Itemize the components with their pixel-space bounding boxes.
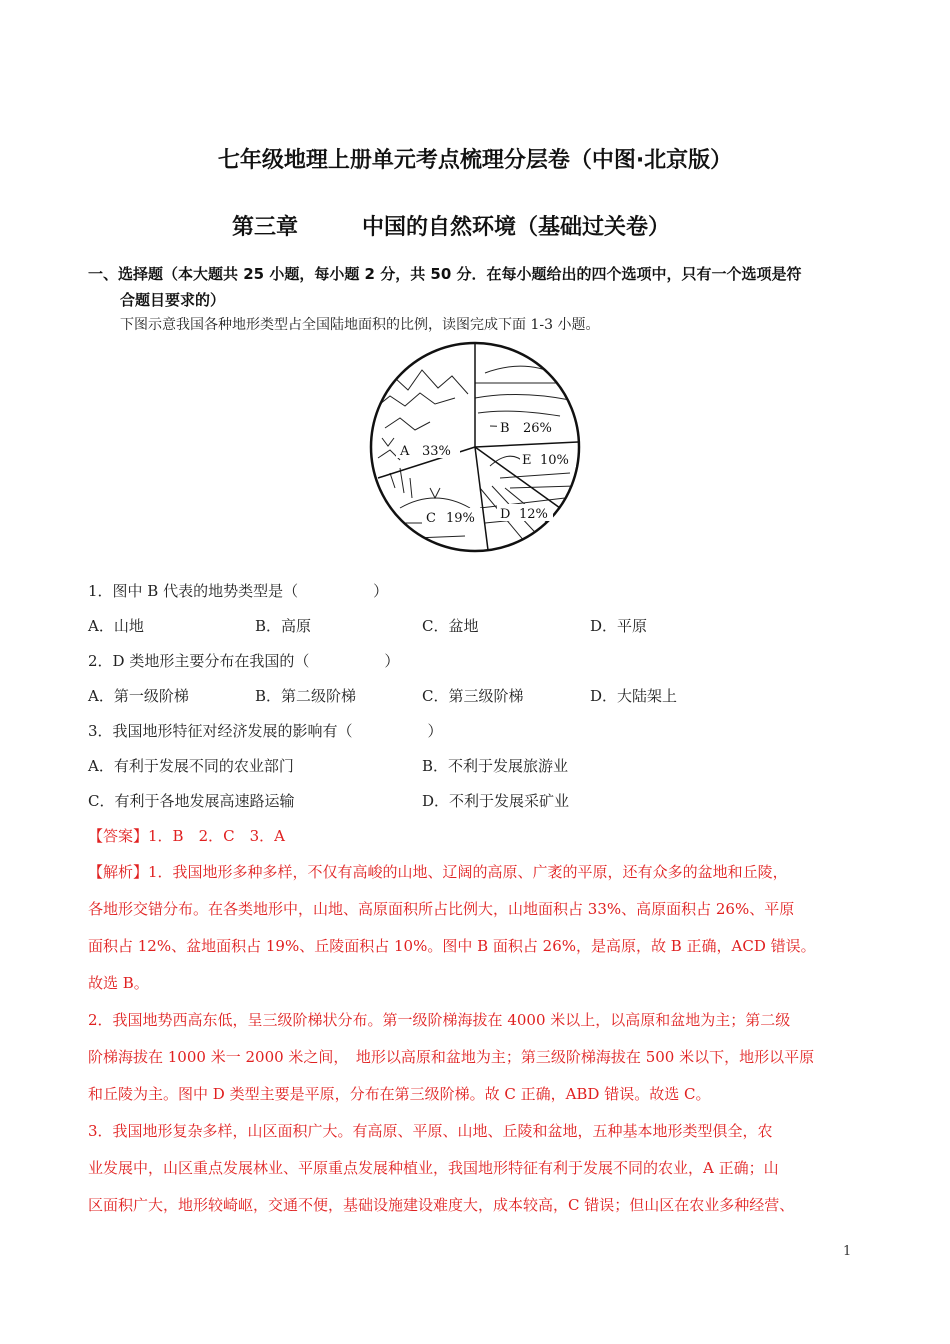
analysis-line-10: 区面积广大，地形较崎岖，交通不便，基础设施建设难度大，成本较高，C 错误；但山区在农业多种经营、 [88, 1196, 795, 1214]
analysis-line-6: 阶梯海拔在 1000 米一 2000 米之间， 地形以高原和盆地为主；第三级阶梯海拔在 500 米以下，地形以平原 [88, 1048, 815, 1066]
analysis-text-1: 1．我国地形多种多样，不仅有高峻的山地、辽阔的高原、广袤的平原，还有众多的盆地和丘陵， [148, 863, 788, 881]
question-3-stem: 3．我国地形特征对经济发展的影响有（ ） [88, 722, 443, 740]
analysis-line-1 [88, 861, 788, 882]
question-1-option-c: C．盆地 [422, 617, 479, 635]
analysis-line-2: 各地形交错分布。在各类地形中，山地、高原面积所占比例大，山地面积占 33%、高原面积占 26%、平原 [88, 900, 795, 918]
slice-d-percent: 12% [519, 507, 548, 522]
question-3-option-a: A．有利于发展不同的农业部门 [88, 757, 294, 775]
section-heading-line1: 一、选择题（本大题共 25 小题，每小题 2 分，共 50 分．在每小题给出的四个选项中，只有一个选项是符 [88, 265, 802, 283]
slice-e-percent: 10% [540, 453, 569, 468]
analysis-line-8: 3．我国地形复杂多样，山区面积广大。有高原、平原、山地、丘陵和盆地，五种基本地形类型俱全，农 [88, 1122, 773, 1140]
slice-c-letter: C [426, 511, 436, 526]
question-1-stem: 1．图中 B 代表的地势类型是（ ） [88, 582, 389, 600]
analysis-line-3: 面积占 12%、盆地面积占 19%、丘陵面积占 10%。图中 B 面积占 26%，是高原，故 B 正确，ACD 错误。 [88, 937, 816, 955]
slice-c-percent: 19% [446, 511, 475, 526]
analysis-tag: 【解析】 [88, 863, 149, 881]
figure-intro: 下图示意我国各种地形类型占全国陆地面积的比例，读图完成下面 1-3 小题。 [120, 317, 600, 333]
question-2-stem: 2．D 类地形主要分布在我国的（ ） [88, 652, 400, 670]
analysis-line-4: 故选 B。 [88, 974, 149, 992]
question-3-option-d: D．不利于发展采矿业 [422, 792, 570, 810]
answer-line [88, 825, 285, 846]
question-2-option-c: C．第三级阶梯 [422, 687, 524, 705]
slice-d-letter: D [500, 507, 511, 522]
answer-text: 1．B 2．C 3．A [148, 827, 285, 845]
main-title: 七年级地理上册单元考点梳理分层卷（中图·北京版） [217, 148, 733, 173]
chapter-title: 中国的自然环境（基础过关卷） [362, 215, 671, 240]
terrain-pie-figure [360, 338, 590, 558]
analysis-line-7: 和丘陵为主。图中 D 类型主要是平原，分布在第三级阶梯。故 C 正确，ABD 错误。故选 C。 [88, 1085, 711, 1103]
question-2-option-d: D．大陆架上 [590, 687, 678, 705]
slice-a-percent: 33% [422, 444, 451, 459]
question-1-option-a: A．山地 [88, 617, 144, 635]
answer-tag: 【答案】 [88, 827, 149, 845]
question-3-option-b: B．不利于发展旅游业 [422, 757, 569, 775]
chapter-number: 第三章 [232, 215, 299, 240]
slice-a-letter: A [400, 444, 410, 459]
slice-b-letter: B [500, 421, 510, 436]
question-1-option-d: D．平原 [590, 617, 648, 635]
question-2-option-b: B．第二级阶梯 [255, 687, 357, 705]
page-number: 1 [843, 1244, 852, 1259]
question-2-option-a: A．第一级阶梯 [88, 687, 189, 705]
slice-b-percent: 26% [523, 421, 552, 436]
analysis-line-5: 2．我国地势西高东低，呈三级阶梯状分布。第一级阶梯海拔在 4000 米以上，以高原和盆地为主；第二级 [88, 1011, 791, 1029]
question-3-option-c: C．有利于各地发展高速路运输 [88, 792, 295, 810]
question-1-option-b: B．高原 [255, 617, 312, 635]
analysis-line-9: 业发展中，山区重点发展林业、平原重点发展种植业，我国地形特征有利于发展不同的农业，A 正确；山 [88, 1159, 779, 1177]
slice-e-letter: E [522, 453, 532, 468]
section-heading-line2: 合题目要求的） [120, 291, 226, 309]
